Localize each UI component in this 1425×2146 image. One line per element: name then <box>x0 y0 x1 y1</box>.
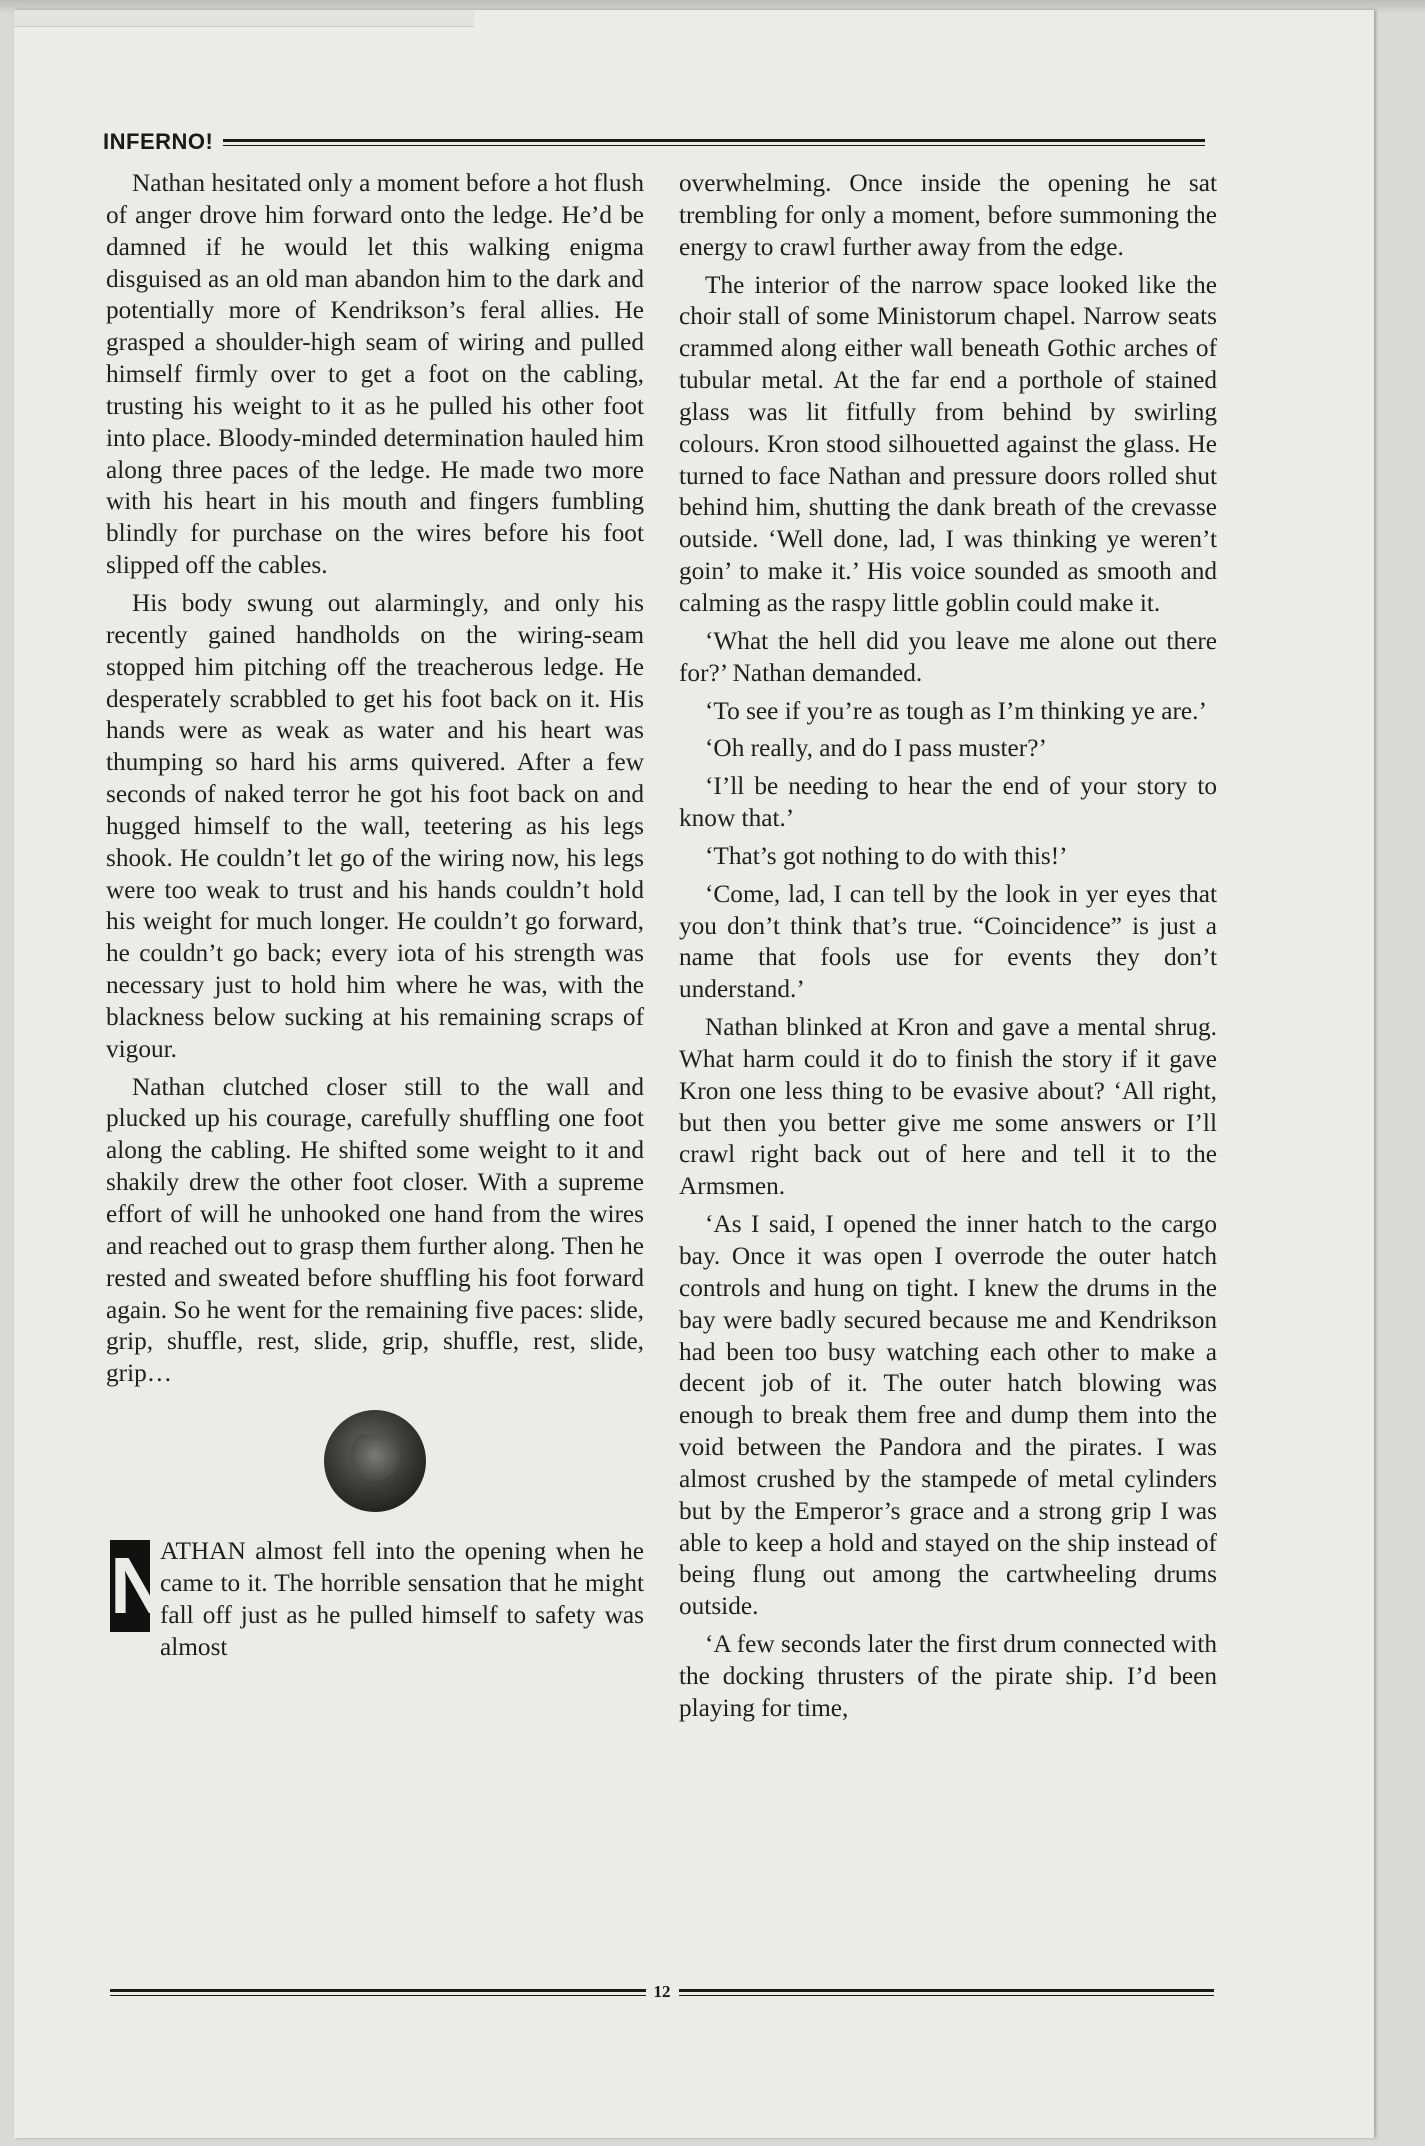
header-rule <box>223 139 1205 146</box>
skull-medallion-icon <box>324 1410 426 1512</box>
page-header <box>103 127 1205 157</box>
dropcap-text: almost fell into the opening when he came to it. The horrible sensation that he might fall off just as he pulled himself to safety was almost <box>160 1537 644 1661</box>
page-edge-tab <box>14 10 474 27</box>
right-column <box>679 168 1217 1731</box>
paragraph: Nathan clutched closer still to the wall and plucked up his courage, carefully shuffling one foot along the cabling. He shifted some weight to it and shakily drew the other foot closer. With a supreme effort of will he unhooked one hand from the wires and reached out to grasp them further along. Then he rested and sweated before shuffling his foot forward again. So he went for the remaining five paces: slide, grip, shuffle, rest, slide, grip, shuffle, rest, slide, grip… <box>106 1072 644 1388</box>
paragraph: ‘Oh really, and do I pass muster?’ <box>705 734 1047 763</box>
paragraph: ‘As I said, I opened the inner hatch to the cargo bay. Once it was open I overrode the outer hatch controls and hung on tight. I knew the drums in the bay were badly secured because me and Kendrikson had been too busy watching each other to make a decent job of it. The outer hatch blowing was enough to break them free and dump them into the void between the Pandora and the pirates. I was almost crushed by the stampede of metal cylinders but by the Emperor’s grace and a strong grip I was able to keep a hold and stayed on the ship instead of being flung out among the cartwheeling drums outside. <box>679 1210 1217 1621</box>
paragraph: ‘To see if you’re as tough as I’m thinking ye are.’ <box>705 696 1207 725</box>
paragraph: ‘A few seconds later the first drum connected with the docking thrusters of the pirate ship. I’d been playing for time, <box>679 1630 1217 1722</box>
footer-rule-right <box>679 1989 1215 1996</box>
paragraph-continued: overwhelming. Once inside the opening he sat trembling for only a moment, before summoning the energy to crawl further away from the edge. <box>679 169 1217 261</box>
dropcap-letter: N <box>110 1541 168 1631</box>
dropcap-paragraph <box>106 1536 644 1663</box>
paragraph: ‘I’ll be needing to hear the end of your story to know that.’ <box>679 772 1217 833</box>
section-title: INFERNO! <box>103 129 214 154</box>
paragraph: ‘Come, lad, I can tell by the look in yer eyes that you don’t think that’s true. “Coincidence” is just a name that fools use for events they don’t understand.’ <box>679 879 1217 1004</box>
page-footer <box>110 1982 1214 2002</box>
paragraph: Nathan blinked at Kron and gave a mental shrug. What harm could it do to finish the story if it gave Kron one less thing to be evasive about? ‘All right, but then you better give me some answers or I’ll crawl right back out of here and tell it to the Armsmen. <box>679 1013 1217 1201</box>
paragraph: Nathan hesitated only a moment before a hot flush of anger drove him forward onto the ledge. He’d be damned if he would let this walking enigma disguised as an old man abandon him to the dark and potentially more of Kendrikson’s feral allies. He grasped a shoulder-high seam of wiring and pulled himself firmly over to get a foot on the cabling, trusting his weight to it as he pulled his other foot into place. Bloody-minded determination hauled him along three paces of the ledge. He made two more with his heart in his mouth and fingers fumbling blindly for purchase on the wires before his foot slipped off the cables. <box>106 169 644 580</box>
skull-icon <box>350 1434 400 1488</box>
paragraph: The interior of the narrow space looked like the choir stall of some Ministorum chapel. Narrow seats crammed along either wall beneath Gothic arches of tubular metal. At the far end a porthole of stained glass was lit fitfully from behind by swirling colours. Kron stood silhouetted against the glass. He turned to face Nathan and pressure doors rolled shut behind him, shutting the dank breath of the crevasse outside. ‘Well done, lad, I was thinking ye weren’t goin’ to make it.’ His voice sounded as smooth and calming as the raspy little goblin could make it. <box>679 270 1217 617</box>
left-column <box>106 168 644 1669</box>
paragraph: ‘What the hell did you leave me alone out there for?’ Nathan demanded. <box>679 626 1217 687</box>
footer-rule-left <box>110 1989 646 1996</box>
page-number: 12 <box>653 1982 671 2001</box>
dropcap-lead-word: ATHAN <box>160 1537 246 1566</box>
paragraph: ‘That’s got nothing to do with this!’ <box>705 841 1068 870</box>
paragraph: His body swung out alarmingly, and only his recently gained handholds on the wiring-seam stopped him pitching off the treacherous ledge. He desperately scrabbled to get his foot back on it. His hands were as weak as water and his heart was thumping so hard his arms quivered. After a few seconds of naked terror he got his foot back on and hugged himself to the wall, teetering as his legs shook. He couldn’t let go of the wiring now, his legs were too weak to trust and his hands couldn’t hold his weight for much longer. He couldn’t go forward, he couldn’t go back; every iota of his strength was necessary just to hold him where he was, with the blackness below sucking at his remaining scraps of vigour. <box>106 588 644 1063</box>
